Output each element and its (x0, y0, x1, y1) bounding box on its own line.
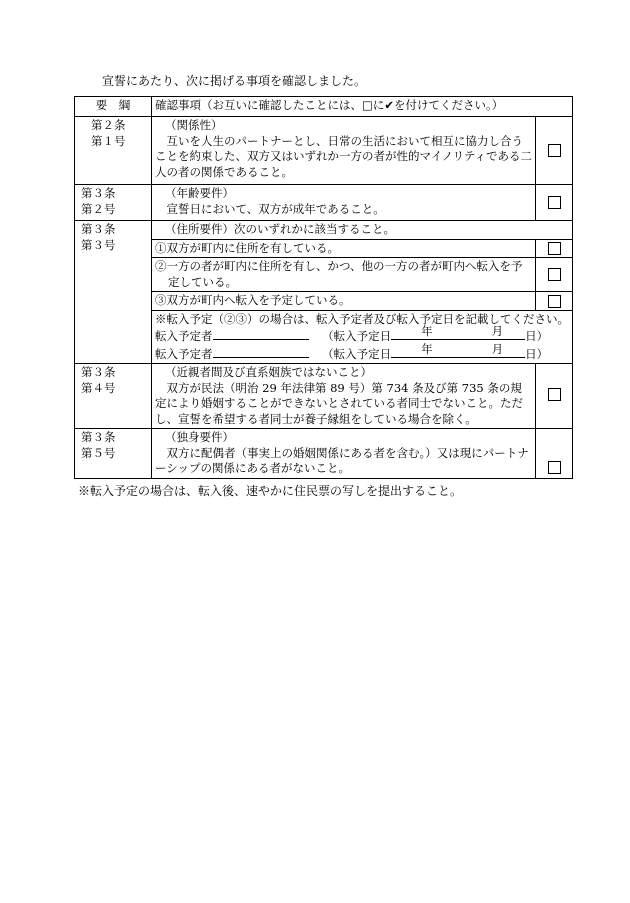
item-text: 宣誓日において、双方が成年であること。 (155, 201, 385, 216)
item-content (152, 364, 536, 429)
fill-date-label: （転入予定日 (322, 329, 392, 343)
name-blank[interactable] (213, 327, 309, 340)
item-title: （独身要件） (165, 430, 234, 444)
confirm-checkbox[interactable] (548, 268, 561, 281)
option-text (152, 258, 536, 292)
fill-label: 転入予定者 (155, 346, 213, 361)
day-label: 日） (525, 346, 549, 361)
item-content (152, 117, 536, 185)
year-label: 年 (421, 341, 433, 356)
month-label: 月 (491, 324, 504, 338)
article-cell (75, 185, 152, 221)
item-number: 第４号 (81, 380, 116, 395)
item-text: 互いを人生のパートナーとし、日常の生活において相互に協力し合うことを約束した、双方又はいずれか一方の者が性的マイノリティである二人の者の関係であること。 (155, 133, 532, 179)
item-text: 双方に配偶者（事実上の婚姻関係にある者を含む。）又は現にパートナーシップの関係にある者がないこと。 (155, 445, 529, 475)
month-blank[interactable] (451, 341, 504, 358)
year-label: 年 (421, 324, 433, 338)
option-text: ③双方が町内へ転入を予定している。 (152, 292, 536, 311)
item-number: 第１号 (91, 133, 126, 148)
article-number: 第３条 (81, 430, 116, 444)
year-blank[interactable] (391, 341, 451, 358)
checkbox-cell[interactable] (536, 258, 573, 292)
item-content (152, 185, 536, 221)
checkbox-cell[interactable] (536, 429, 573, 479)
article-number: 第２条 (91, 118, 126, 132)
year-blank[interactable] (391, 324, 451, 340)
header-items: 確認事項（お互いに確認したことには、□に✔を付けてください。） (152, 97, 573, 117)
day-label: 日） (525, 329, 549, 343)
article-cell (75, 429, 152, 479)
checkbox-cell[interactable] (536, 364, 573, 429)
day-blank[interactable] (503, 345, 525, 358)
confirm-checkbox[interactable] (548, 461, 561, 474)
option-text: ①双方が町内に住所を有している。 (152, 239, 536, 258)
checkbox-cell[interactable] (536, 239, 573, 258)
article-cell (75, 117, 152, 185)
article-number: 第３条 (81, 222, 116, 236)
note-cell (152, 310, 573, 364)
item-number: 第２号 (81, 201, 116, 216)
item-title: （住所要件）次のいずれかに該当すること。 (165, 222, 395, 236)
confirm-checkbox[interactable] (548, 388, 561, 401)
fill-row-1 (155, 324, 569, 345)
table-row (75, 429, 573, 479)
checkbox-cell[interactable] (536, 117, 573, 185)
confirm-checkbox[interactable] (548, 196, 561, 209)
article-cell (75, 364, 152, 429)
item-title-cell (152, 221, 573, 240)
footnote-text: ※転入予定の場合は、転入後、速やかに住民票の写しを提出すること。 (78, 484, 463, 498)
item-content (152, 429, 536, 479)
table-row (75, 117, 573, 185)
fill-label: 転入予定者 (155, 329, 213, 343)
month-blank[interactable] (451, 324, 504, 340)
fill-row-2 (155, 341, 569, 363)
item-number: 第３号 (81, 237, 116, 252)
option-label: ②一方の者が町内に住所を有し、かつ、他の一方の者が町内へ転入を予定している。 (155, 259, 523, 289)
table-row (75, 364, 573, 429)
fill-date-label: （転入予定日 (322, 346, 392, 361)
article-number: 第３条 (81, 365, 116, 379)
confirm-checkbox[interactable] (548, 242, 561, 255)
item-title: （近親者間及び直系姻族ではないこと） (165, 365, 372, 379)
article-cell (75, 221, 152, 364)
confirmation-table (74, 96, 573, 479)
day-blank[interactable] (503, 327, 525, 340)
month-label: 月 (491, 341, 504, 356)
item-title: （年齢要件） (165, 186, 234, 200)
name-blank[interactable] (213, 345, 309, 358)
confirm-checkbox[interactable] (548, 295, 561, 308)
table-row (75, 221, 573, 240)
table-header-row (75, 97, 573, 117)
note-text: ※転入予定（②③）の場合は、転入予定者及び転入予定日を記載してください。 (155, 311, 569, 326)
checkbox-cell[interactable] (536, 185, 573, 221)
table-row (75, 185, 573, 221)
article-number: 第３条 (81, 186, 116, 200)
checkbox-cell[interactable] (536, 292, 573, 311)
confirm-checkbox[interactable] (548, 144, 561, 157)
item-number: 第５号 (81, 445, 116, 460)
intro-text: 宣誓にあたり、次に掲げる事項を確認しました。 (102, 74, 367, 88)
header-summary: 要 綱 (75, 97, 152, 117)
item-text: 双方が民法（明治 29 年法律第 89 号）第 734 条及び第 735 条の規定により婚姻することができないとされている者同士でないこと。ただし、宣誓を希望する者同士が養子縁組をしている場合を除く。 (155, 380, 523, 426)
item-title: （関係性） (165, 118, 223, 132)
